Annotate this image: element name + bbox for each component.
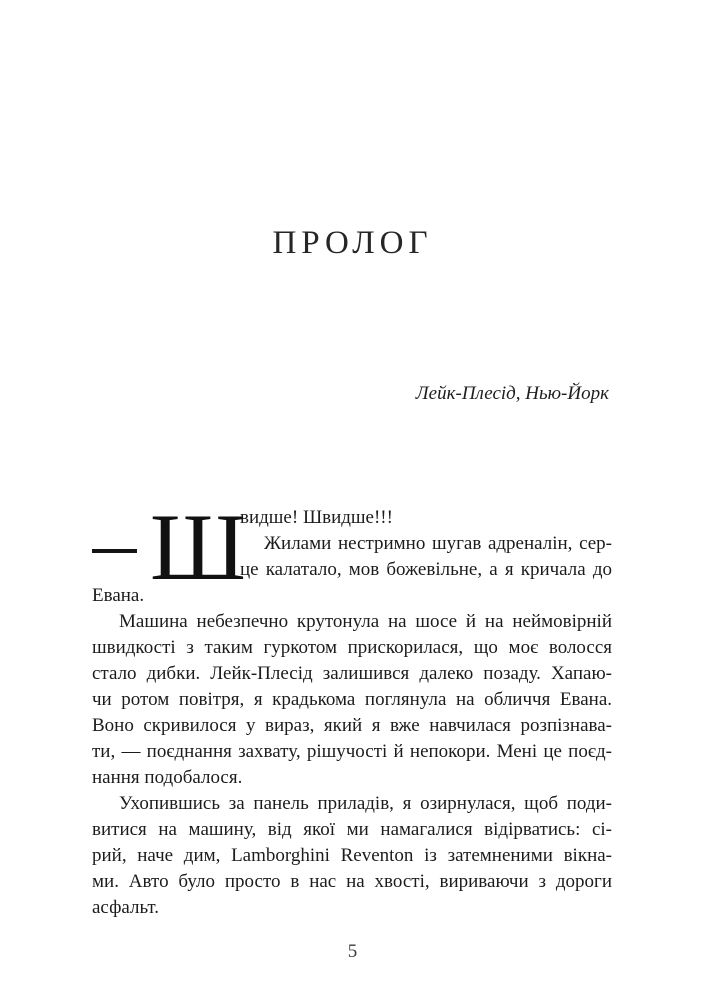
dialogue-dash bbox=[92, 549, 137, 553]
paragraph bbox=[92, 609, 612, 791]
text-line: Евана. bbox=[92, 585, 145, 606]
text-line: швидкості з таким гуркотом прискорилася, що моє волосся bbox=[92, 637, 612, 658]
chapter-title: ПРОЛОГ bbox=[272, 225, 433, 261]
dateline: Лейк-Плесід, Нью-Йорк bbox=[415, 383, 609, 404]
dropcap-side-lines bbox=[240, 505, 612, 583]
text-line: Жилами нестримно шугав адреналін, сер- bbox=[264, 533, 612, 554]
text-line: ми. Авто було просто в нас на хвості, вириваючи з дороги bbox=[92, 871, 612, 892]
page-number: 5 bbox=[347, 941, 358, 962]
text-line: рий, наче дим, Lamborghini Reventon із затемненими вікна- bbox=[92, 845, 612, 866]
text-line: стало дибки. Лейк-Плесід залишився далеко позаду. Хапаю- bbox=[92, 663, 612, 684]
drop-cap: Ш bbox=[150, 494, 246, 600]
text-line: нання подобалося. bbox=[92, 767, 243, 788]
text-line: видше! Швидше!!! bbox=[240, 507, 393, 528]
text-line: витися на машину, від якої ми намагалися відірватись: сі- bbox=[92, 819, 612, 840]
text-line: ти, — поєднання захвату, рішучості й непокори. Мені це поєд- bbox=[92, 741, 612, 762]
text-line: Ухопившись за панель приладів, я озирнулася, щоб поди- bbox=[119, 793, 612, 814]
text-line: Воно скривилося у вираз, який я вже навчилася розпізнава- bbox=[92, 715, 612, 736]
text-line: Машина небезпечно крутонула на шосе й на неймовірній bbox=[119, 611, 612, 632]
text-line: асфальт. bbox=[92, 897, 160, 918]
prologue-text bbox=[92, 494, 612, 921]
paragraph bbox=[92, 791, 612, 921]
text-line: чи ротом повітря, я крадькома поглянула на обличчя Евана. bbox=[92, 689, 612, 710]
text-line: це калатало, мов божевільне, а я кричала до bbox=[240, 559, 612, 580]
